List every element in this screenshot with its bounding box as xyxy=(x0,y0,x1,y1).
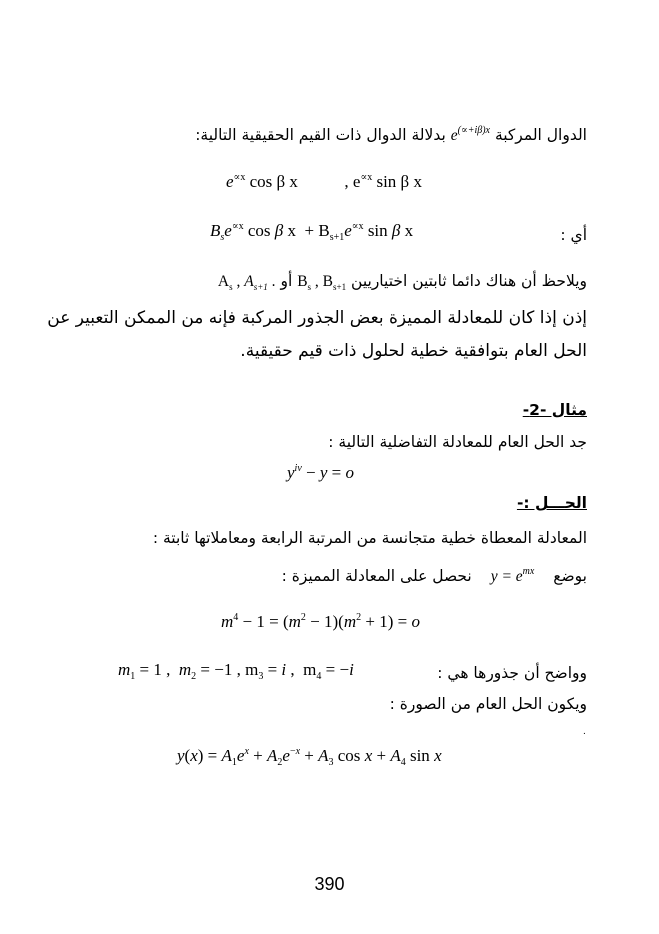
equation-linear-combination: $B_se^{\propto x}$ cos β $x + B_{s+1}e^{\propto x}$ sin β x xyxy=(210,221,414,243)
note-line xyxy=(218,270,587,298)
solution-line-1: المعادلة المعطاة خطية متجانسة من المرتبة الرابعة ومعاملاتها ثابتة : xyxy=(152,529,587,547)
example-task: جد الحل العام للمعادلة التفاضلية التالية : xyxy=(328,433,587,451)
solution-heading: الحـــل :- xyxy=(516,494,587,512)
general-solution: $y(x) = A_1e^x + A_2e^{-x} + A_3$ $\cos x + A_4$ sin x xyxy=(177,746,442,768)
solution-line2-b: نحصل على المعادلة المميزة : xyxy=(281,567,472,585)
intro-rest: بدلالة الدوال ذات القيم الحقيقية التالية: xyxy=(195,126,446,144)
example-equation: $y^{iv} - y = o$ xyxy=(287,463,354,482)
note-a-constants: $A_s$ , $A_{s+1}$ . xyxy=(217,273,276,293)
eq1-sup: ∝x xyxy=(360,172,373,183)
eq1-cos: cos β x xyxy=(249,172,298,191)
note-or: أو xyxy=(280,272,293,290)
roots-label: وواضح أن جذورها هي : xyxy=(437,664,587,682)
intro-expression: $e^{(\propto+i\beta)x}$ xyxy=(450,125,490,144)
stray-dot: . xyxy=(583,726,586,737)
equation-basis-functions: $e^{\propto x}$ cos β x , $e^{\propto x}$ sin β x xyxy=(226,172,422,191)
substitution-expression: $y = e^{mx}$ xyxy=(490,566,535,585)
general-label: ويكون الحل العام من الصورة : xyxy=(389,695,587,713)
intro-line xyxy=(195,120,587,147)
paragraph-line-1: إذن إذا كان للمعادلة المميزة بعض الجذور المركبة فإنه من الممكن التعبير عن xyxy=(47,308,587,328)
eq1-sin: sin β x xyxy=(376,172,422,191)
eq2-label: أي : xyxy=(560,226,587,244)
roots-values: $m_1 = 1$ , $m_2 = -1$ , $m_3 = i$ , $m_4 = -i$ xyxy=(118,660,354,682)
note-text: ويلاحظ أن هناك دائما ثابتين اختياريين xyxy=(351,272,587,290)
characteristic-equation: $m^4 - 1 = (m^2 - 1)(m^2 + 1) = o$ xyxy=(221,612,420,631)
eq1-comma-e: , e xyxy=(344,172,361,191)
note-b-constants: $B_s$ , $B_{s+1}$ xyxy=(297,273,347,293)
solution-line2-a: بوضع xyxy=(553,567,587,585)
solution-line-2 xyxy=(282,561,587,588)
page-number: 390 xyxy=(314,874,345,894)
intro-text: الدوال المركبة xyxy=(494,126,587,144)
paragraph-line-2: الحل العام بتوافقية خطية لحلول ذات قيم حقيقية. xyxy=(240,341,587,361)
example-heading: مثال -2- xyxy=(522,401,587,419)
